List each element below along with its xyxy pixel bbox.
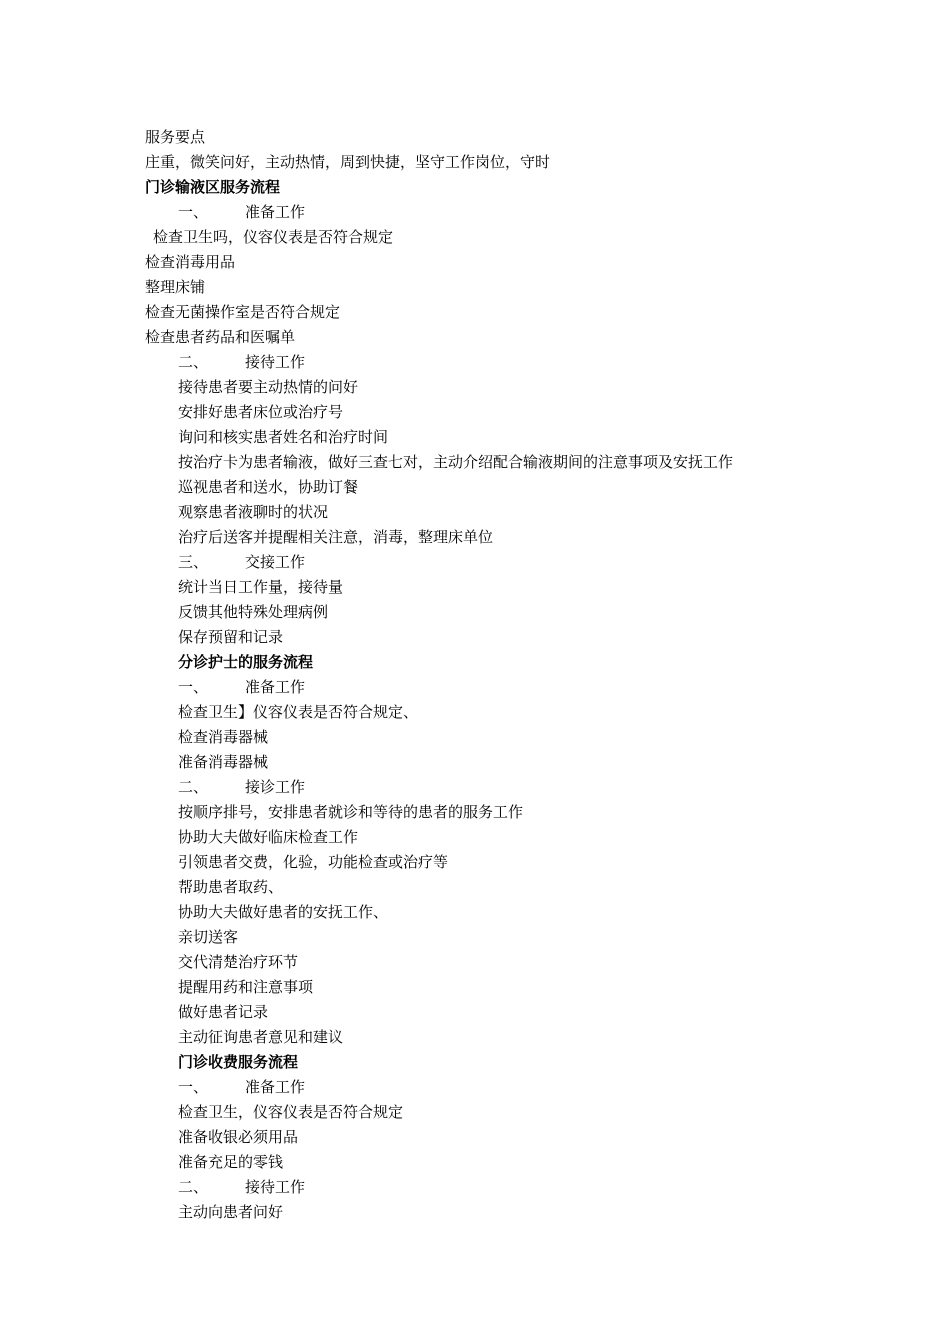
list-item: 统计当日工作量，接待量: [178, 578, 344, 596]
section-heading: [178, 352, 305, 372]
section-number: 三、: [178, 553, 209, 571]
section-heading: [178, 777, 305, 797]
section-number: 二、: [178, 353, 209, 371]
section-number: 二、: [178, 1178, 209, 1196]
list-item: 主动征询患者意见和建议: [178, 1028, 344, 1046]
list-item: 保存预留和记录: [178, 628, 284, 646]
list-item: 治疗后送客并提醒相关注意，消毒，整理床单位: [178, 528, 494, 546]
section-label: 准备工作: [245, 203, 306, 221]
section-heading: [178, 1177, 305, 1197]
list-item: 检查卫生吗，仪容仪表是否符合规定: [153, 228, 394, 246]
list-item: 接待患者要主动热情的问好: [178, 378, 359, 396]
section-heading: [178, 552, 305, 572]
list-item: 提醒用药和注意事项: [178, 978, 314, 996]
list-item: 安排好患者床位或治疗号: [178, 403, 344, 421]
list-item: 检查患者药品和医嘱单: [145, 328, 296, 346]
section-label: 准备工作: [245, 1078, 306, 1096]
list-item: 观察患者液聊时的状况: [178, 503, 329, 521]
service-points-heading: 服务要点: [145, 128, 206, 146]
list-item: 准备收银必须用品: [178, 1128, 299, 1146]
section-number: 二、: [178, 778, 209, 796]
list-item: 协助大夫做好患者的安抚工作、: [178, 903, 389, 921]
section-label: 准备工作: [245, 678, 306, 696]
list-item: 巡视患者和送水，协助订餐: [178, 478, 359, 496]
triage-flow-title: 分诊护士的服务流程: [178, 653, 314, 671]
list-item: 按治疗卡为患者输液，做好三查七对，主动介绍配合输液期间的注意事项及安抚工作: [178, 453, 734, 471]
section-label: 接待工作: [245, 353, 306, 371]
service-points-text: 庄重，微笑问好，主动热情，周到快捷，坚守工作岗位，守时: [145, 153, 551, 171]
list-item: 帮助患者取药、: [178, 878, 284, 896]
list-item: 准备消毒器械: [178, 753, 269, 771]
cashier-flow-title: 门诊收费服务流程: [178, 1053, 299, 1071]
section-heading: [178, 1077, 305, 1097]
list-item: 亲切送客: [178, 928, 239, 946]
section-heading: [178, 677, 305, 697]
section-heading: [178, 202, 305, 222]
list-item: 反馈其他特殊处理病例: [178, 603, 329, 621]
list-item: 整理床铺: [145, 278, 206, 296]
section-number: 一、: [178, 203, 209, 221]
list-item: 做好患者记录: [178, 1003, 269, 1021]
list-item: 检查无菌操作室是否符合规定: [145, 303, 341, 321]
list-item: 检查卫生，仪容仪表是否符合规定: [178, 1103, 404, 1121]
section-number: 一、: [178, 1078, 209, 1096]
list-item: 检查卫生】仪容仪表是否符合规定、: [178, 703, 419, 721]
infusion-flow-title: 门诊输液区服务流程: [145, 178, 281, 196]
list-item: 检查消毒用品: [145, 253, 236, 271]
section-label: 交接工作: [245, 553, 306, 571]
list-item: 检查消毒器械: [178, 728, 269, 746]
section-number: 一、: [178, 678, 209, 696]
list-item: 引领患者交费，化验，功能检查或治疗等: [178, 853, 449, 871]
list-item: 询问和核实患者姓名和治疗时间: [178, 428, 389, 446]
list-item: 交代清楚治疗环节: [178, 953, 299, 971]
list-item: 协助大夫做好临床检查工作: [178, 828, 359, 846]
section-label: 接诊工作: [245, 778, 306, 796]
list-item: 按顺序排号，安排患者就诊和等待的患者的服务工作: [178, 803, 524, 821]
section-label: 接待工作: [245, 1178, 306, 1196]
list-item: 主动向患者问好: [178, 1203, 284, 1221]
list-item: 准备充足的零钱: [178, 1153, 284, 1171]
